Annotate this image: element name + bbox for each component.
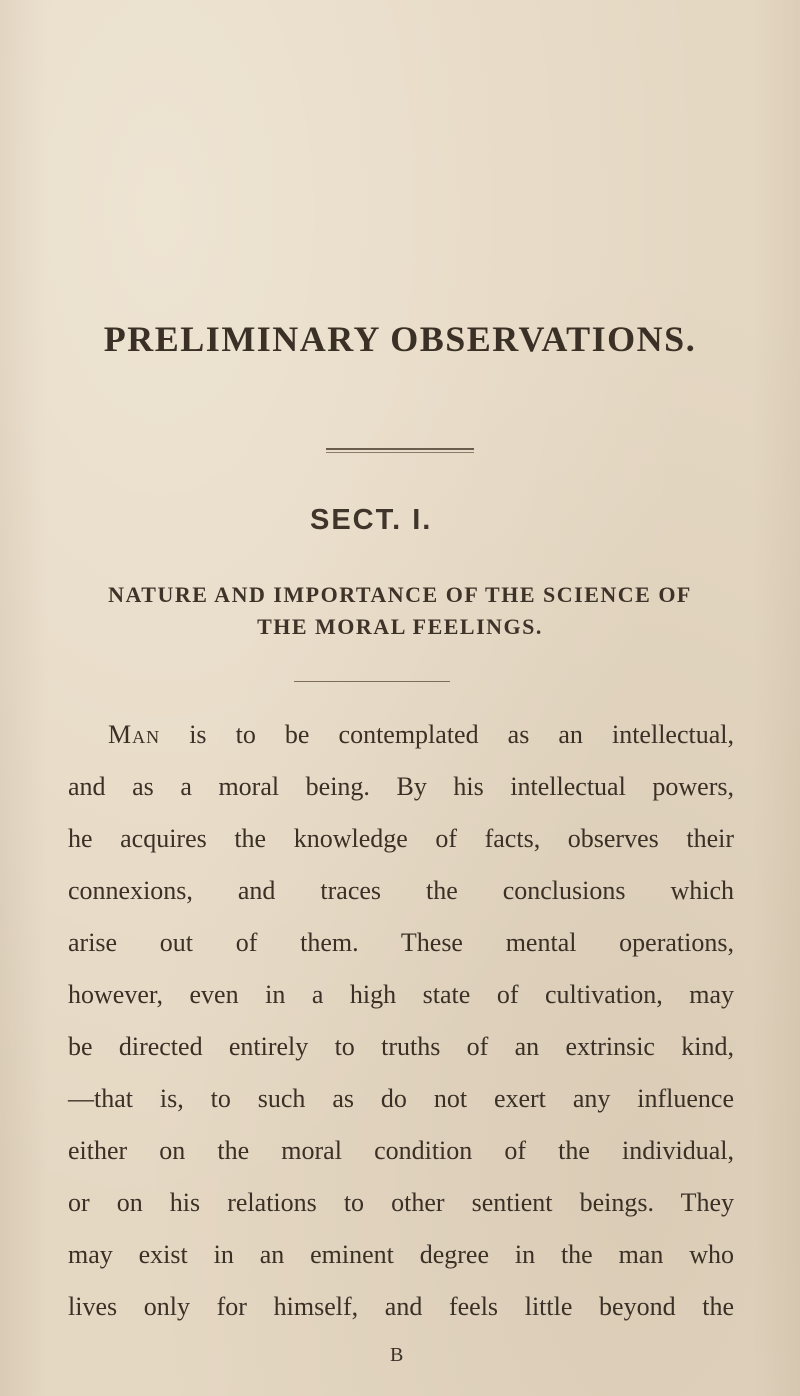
paragraph-line: lives only for himself, and feels little beyond the	[68, 1292, 734, 1321]
decorative-double-rule	[326, 448, 474, 450]
signature-mark: B	[390, 1344, 404, 1366]
decorative-rule	[294, 681, 450, 682]
paragraph-line: or on his relations to other sentient beings. They	[68, 1188, 734, 1217]
paragraph-line: —that is, to such as do not exert any influence	[68, 1084, 734, 1113]
paragraph-line: connexions, and traces the conclusions which	[68, 876, 734, 905]
paragraph-line: be directed entirely to truths of an extrinsic kind,	[68, 1032, 734, 1061]
section-title-line-1: NATURE AND IMPORTANCE OF THE SCIENCE OF	[108, 582, 692, 607]
paragraph-line: Man is to be contemplated as an intellectual,	[108, 720, 734, 749]
page-heading: PRELIMINARY OBSERVATIONS.	[103, 319, 697, 359]
paragraph-line: either on the moral condition of the individual,	[68, 1136, 734, 1165]
paragraph-line: may exist in an eminent degree in the man who	[68, 1240, 734, 1269]
section-number: SECT. I.	[310, 504, 433, 536]
paragraph-first-word: Man	[108, 720, 161, 749]
section-title-line-2: THE MORAL FEELINGS.	[257, 614, 543, 639]
paragraph-line: arise out of them. These mental operations,	[68, 928, 734, 957]
paragraph-line: he acquires the knowledge of facts, observes their	[68, 824, 734, 853]
paragraph-line: and as a moral being. By his intellectual powers,	[68, 772, 734, 801]
paragraph-line: however, even in a high state of cultivation, may	[68, 980, 734, 1009]
